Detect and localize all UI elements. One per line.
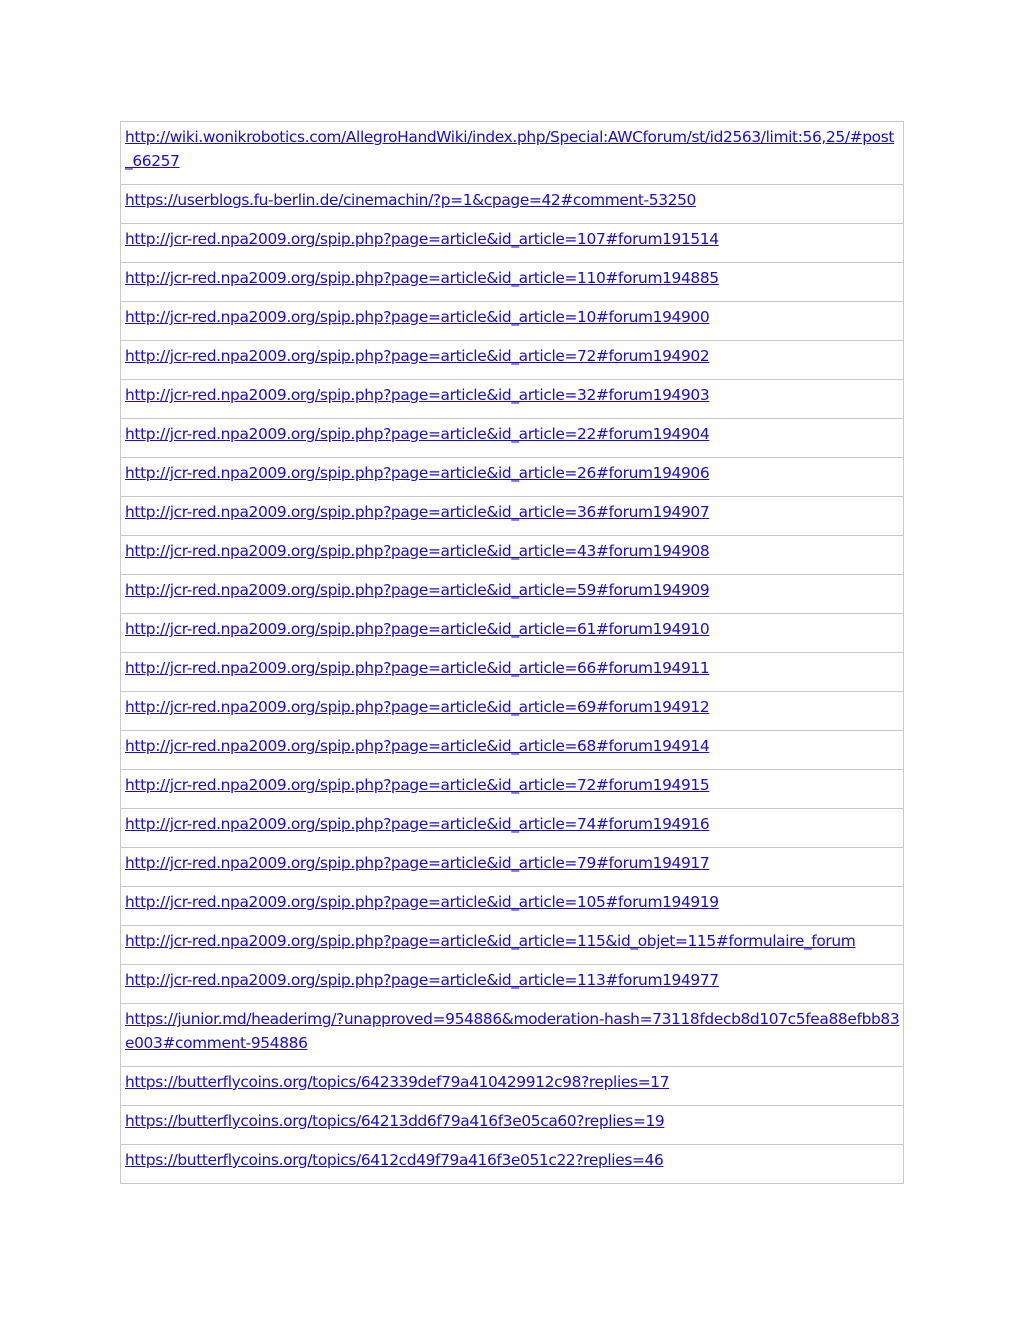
link-item[interactable]: http://jcr-red.npa2009.org/spip.php?page=article&id_article=61#forum194910 — [125, 620, 710, 638]
table-row — [121, 497, 904, 536]
table-row — [121, 1145, 904, 1184]
table-cell — [121, 1145, 904, 1184]
table-cell — [121, 770, 904, 809]
table-cell — [121, 185, 904, 224]
table-cell — [121, 848, 904, 887]
table-row — [121, 185, 904, 224]
table-cell — [121, 497, 904, 536]
link-item[interactable]: https://butterflycoins.org/topics/642339def79a410429912c98?replies=17 — [125, 1073, 670, 1091]
table-cell — [121, 302, 904, 341]
link-item[interactable]: http://jcr-red.npa2009.org/spip.php?page=article&id_article=43#forum194908 — [125, 542, 710, 560]
table-row — [121, 848, 904, 887]
table-row — [121, 887, 904, 926]
link-item[interactable]: http://jcr-red.npa2009.org/spip.php?page=article&id_article=72#forum194915 — [125, 776, 710, 794]
link-table — [120, 121, 904, 1184]
link-item[interactable]: http://jcr-red.npa2009.org/spip.php?page=article&id_article=66#forum194911 — [125, 659, 710, 677]
table-row — [121, 1004, 904, 1067]
link-item[interactable]: http://jcr-red.npa2009.org/spip.php?page=article&id_article=110#forum194885 — [125, 269, 719, 287]
table-cell — [121, 1004, 904, 1067]
table-cell — [121, 122, 904, 185]
table-cell — [121, 614, 904, 653]
link-item[interactable]: http://jcr-red.npa2009.org/spip.php?page=article&id_article=22#forum194904 — [125, 425, 710, 443]
link-item[interactable]: http://jcr-red.npa2009.org/spip.php?page=article&id_article=79#forum194917 — [125, 854, 710, 872]
table-cell — [121, 692, 904, 731]
link-item[interactable]: http://jcr-red.npa2009.org/spip.php?page=article&id_article=107#forum191514 — [125, 230, 719, 248]
table-cell — [121, 887, 904, 926]
table-row — [121, 770, 904, 809]
link-item[interactable]: http://jcr-red.npa2009.org/spip.php?page=article&id_article=26#forum194906 — [125, 464, 710, 482]
table-row — [121, 731, 904, 770]
table-row — [121, 575, 904, 614]
table-cell — [121, 653, 904, 692]
table-row — [121, 653, 904, 692]
link-item[interactable]: http://jcr-red.npa2009.org/spip.php?page=article&id_article=32#forum194903 — [125, 386, 710, 404]
table-row — [121, 380, 904, 419]
table-row — [121, 419, 904, 458]
table-cell — [121, 380, 904, 419]
table-row — [121, 692, 904, 731]
table-cell — [121, 926, 904, 965]
table-row — [121, 341, 904, 380]
link-item[interactable]: http://jcr-red.npa2009.org/spip.php?page=article&id_article=10#forum194900 — [125, 308, 710, 326]
table-row — [121, 224, 904, 263]
table-row — [121, 302, 904, 341]
table-row — [121, 458, 904, 497]
table-row — [121, 263, 904, 302]
link-item[interactable]: https://butterflycoins.org/topics/64213dd6f79a416f3e05ca60?replies=19 — [125, 1112, 665, 1130]
link-item[interactable]: https://userblogs.fu-berlin.de/cinemachin/?p=1&cpage=42#comment-53250 — [125, 191, 696, 209]
table-row — [121, 965, 904, 1004]
link-item[interactable]: https://junior.md/headerimg/?unapproved=954886&moderation-hash=73118fdecb8d107c5fea88efbb83e003#comment-954886 — [125, 1010, 900, 1052]
link-item[interactable]: http://jcr-red.npa2009.org/spip.php?page=article&id_article=74#forum194916 — [125, 815, 710, 833]
link-item[interactable]: https://butterflycoins.org/topics/6412cd49f79a416f3e051c22?replies=46 — [125, 1151, 664, 1169]
link-item[interactable]: http://jcr-red.npa2009.org/spip.php?page=article&id_article=59#forum194909 — [125, 581, 710, 599]
table-cell — [121, 1067, 904, 1106]
link-item[interactable]: http://jcr-red.npa2009.org/spip.php?page=article&id_article=105#forum194919 — [125, 893, 719, 911]
table-row — [121, 614, 904, 653]
table-row — [121, 1106, 904, 1145]
link-item[interactable]: http://jcr-red.npa2009.org/spip.php?page=article&id_article=36#forum194907 — [125, 503, 710, 521]
table-cell — [121, 809, 904, 848]
table-row — [121, 926, 904, 965]
link-item[interactable]: http://jcr-red.npa2009.org/spip.php?page=article&id_article=113#forum194977 — [125, 971, 719, 989]
table-row — [121, 1067, 904, 1106]
link-item[interactable]: http://wiki.wonikrobotics.com/AllegroHandWiki/index.php/Special:AWCforum/st/id2563/limit:56,25/#post_66257 — [125, 128, 895, 170]
table-cell — [121, 965, 904, 1004]
table-cell — [121, 731, 904, 770]
table-cell — [121, 575, 904, 614]
table-cell — [121, 458, 904, 497]
table-row — [121, 809, 904, 848]
table-cell — [121, 224, 904, 263]
link-item[interactable]: http://jcr-red.npa2009.org/spip.php?page=article&id_article=72#forum194902 — [125, 347, 710, 365]
table-cell — [121, 263, 904, 302]
table-cell — [121, 419, 904, 458]
link-item[interactable]: http://jcr-red.npa2009.org/spip.php?page=article&id_article=68#forum194914 — [125, 737, 710, 755]
table-cell — [121, 341, 904, 380]
link-item[interactable]: http://jcr-red.npa2009.org/spip.php?page=article&id_article=69#forum194912 — [125, 698, 710, 716]
table-row — [121, 122, 904, 185]
link-item[interactable]: http://jcr-red.npa2009.org/spip.php?page=article&id_article=115&id_objet=115#formulaire_forum — [125, 932, 856, 950]
table-row — [121, 536, 904, 575]
table-cell — [121, 1106, 904, 1145]
table-cell — [121, 536, 904, 575]
